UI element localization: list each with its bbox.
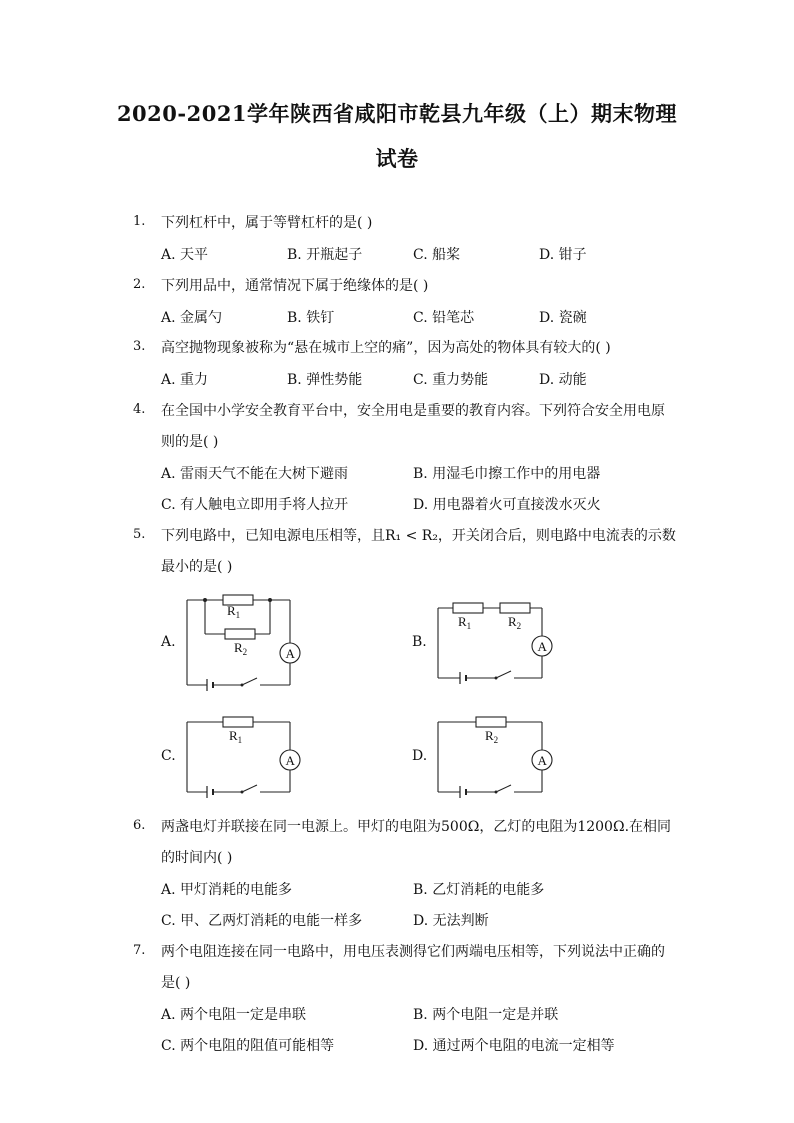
r1-label: $R_1$ <box>458 614 472 631</box>
option-b[interactable]: B. <box>412 634 427 650</box>
option-d[interactable]: D. 通过两个电阻的电流一定相等 <box>413 1038 615 1054</box>
question-text-cont: 则的是( ) <box>161 434 219 450</box>
question-text: 两个电阻连接在同一电路中，用电压表测得它们两端电压相等，下列说法中正确的 <box>161 944 665 960</box>
question-number: 2. <box>133 277 146 292</box>
option-b[interactable]: B. 弹性势能 <box>287 372 363 388</box>
option-a[interactable]: A. 重力 <box>161 372 209 388</box>
question-text: 两盏电灯并联接在同一电源上。甲灯的电阻为500Ω，乙灯的电阻为1200Ω.在相同 <box>161 819 672 835</box>
ammeter-label: A <box>285 753 295 768</box>
question-text: 下列电路中，已知电源电压相等，且R₁ < R₂，开关闭合后，则电路中电流表的示数 <box>161 528 676 544</box>
question-number: 5. <box>133 527 146 542</box>
question-text: 下列用品中，通常情况下属于绝缘体的是( ) <box>161 278 429 294</box>
r2-label: $R_2$ <box>508 614 522 631</box>
r2-label: $R_2$ <box>485 728 499 745</box>
r1-label: $R_1$ <box>227 603 241 620</box>
question-text: 下列杠杆中，属于等臂杠杆的是( ) <box>161 215 373 231</box>
option-c[interactable]: C. 甲、乙两灯消耗的电能一样多 <box>161 913 363 929</box>
circuit-diagram-a <box>180 588 310 693</box>
r2-label: $R_2$ <box>234 640 248 657</box>
ammeter-label: A <box>537 639 547 654</box>
option-c[interactable]: C. <box>161 748 176 764</box>
circuit-diagram-c <box>180 712 310 807</box>
option-b[interactable]: B. 用湿毛巾擦工作中的用电器 <box>413 466 601 482</box>
page-title: 2020-2021学年陕西省咸阳市乾县九年级（上）期末物理 <box>116 101 678 126</box>
option-d[interactable]: D. <box>412 748 428 764</box>
option-a[interactable]: A. 两个电阻一定是串联 <box>161 1007 307 1023</box>
ammeter-label: A <box>285 646 295 661</box>
question-text-cont: 是( ) <box>161 975 191 991</box>
question-number: 3. <box>133 339 146 354</box>
option-a[interactable]: A. 甲灯消耗的电能多 <box>161 882 293 898</box>
option-a[interactable]: A. 天平 <box>161 247 209 263</box>
page-title-line2: 试卷 <box>375 146 419 171</box>
option-c[interactable]: C. 有人触电立即用手将人拉开 <box>161 497 349 513</box>
circuit-diagram-b <box>430 598 560 693</box>
question-text-cont: 最小的是( ) <box>161 559 233 575</box>
option-d[interactable]: D. 动能 <box>539 372 587 388</box>
question-number: 4. <box>133 402 146 417</box>
ammeter-label: A <box>537 753 547 768</box>
option-d[interactable]: D. 瓷碗 <box>539 310 587 326</box>
option-b[interactable]: B. 乙灯消耗的电能多 <box>413 882 545 898</box>
option-c[interactable]: C. 铅笔芯 <box>413 310 475 326</box>
option-d[interactable]: D. 钳子 <box>539 247 587 263</box>
option-a[interactable]: A. <box>161 634 176 650</box>
option-a[interactable]: A. 雷雨天气不能在大树下避雨 <box>161 466 349 482</box>
r1-label: $R_1$ <box>229 728 243 745</box>
option-b[interactable]: B. 两个电阻一定是并联 <box>413 1007 559 1023</box>
question-text: 高空抛物现象被称为“悬在城市上空的痛”，因为高处的物体具有较大的( ) <box>161 340 611 356</box>
option-b[interactable]: B. 开瓶起子 <box>287 247 363 263</box>
question-number: 7. <box>133 943 146 958</box>
option-a[interactable]: A. 金属勺 <box>161 310 223 326</box>
option-c[interactable]: C. 重力势能 <box>413 372 489 388</box>
question-text-cont: 的时间内( ) <box>161 850 233 866</box>
circuit-diagram-d <box>430 712 560 807</box>
question-number: 1. <box>133 214 146 229</box>
option-c[interactable]: C. 船桨 <box>413 247 461 263</box>
question-number: 6. <box>133 818 146 833</box>
option-b[interactable]: B. 铁钉 <box>287 310 335 326</box>
option-d[interactable]: D. 用电器着火可直接泼水灭火 <box>413 497 601 513</box>
option-c[interactable]: C. 两个电阻的阻值可能相等 <box>161 1038 335 1054</box>
option-d[interactable]: D. 无法判断 <box>413 913 489 929</box>
question-text: 在全国中小学安全教育平台中，安全用电是重要的教育内容。下列符合安全用电原 <box>161 403 665 419</box>
